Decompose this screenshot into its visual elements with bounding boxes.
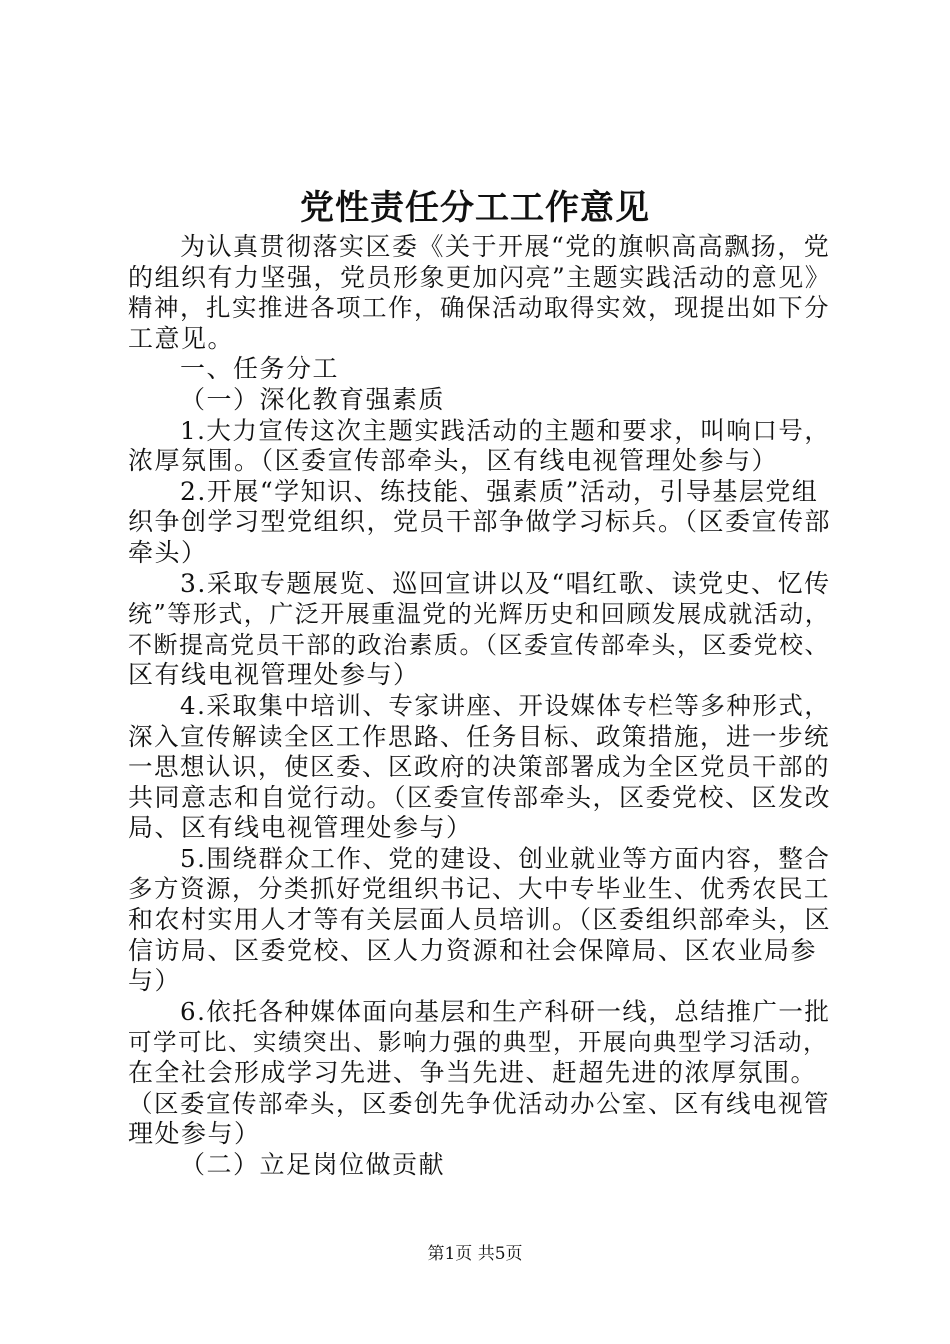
document-title: 党性责任分工工作意见 [300,188,650,228]
text-line: 一思想认识，使区委、区政府的决策部署成为全区党员干部的 [128,752,830,782]
text-line: 4.采取集中培训、专家讲座、开设媒体专栏等多种形式， [180,690,831,720]
text-line: 的组织有力坚强，党员形象更加闪亮”主题实践活动的意见》 [128,262,832,292]
text-line: 多方资源，分类抓好党组织书记、大中专毕业生、优秀农民工 [128,874,830,904]
text-line: 可学可比、实绩突出、影响力强的典型，开展向典型学习活动， [128,1028,828,1057]
text-line: 5.围绕群众工作、党的建设、创业就业等方面内容，整合 [180,843,831,873]
document-body [128,232,832,1180]
text-line: 深入宣传解读全区工作思路、任务目标、政策措施，进一步统 [128,721,830,751]
text-line: 3.采取专题展览、巡回宣讲以及“唱红歌、读党史、忆传 [180,568,831,598]
text-line: 精神，扎实推进各项工作，确保活动取得实效，现提出如下分 [128,293,830,323]
page-footer: 第1页 共5页 [427,1244,523,1264]
text-line: 1.大力宣传这次主题实践活动的主题和要求，叫响口号， [180,415,831,445]
text-line: 在全社会形成学习先进、争当先进、赶超先进的浓厚氛围。 [128,1058,818,1088]
text-line: 不断提高党员干部的政治素质。（区委宣传部牵头，区委党校、 [128,630,830,659]
text-line: 统”等形式，广泛开展重温党的光辉历史和回顾发展成就活动， [128,600,831,629]
text-line: 工意见。 [128,323,235,353]
text-line: （二）立足岗位做贡献 [180,1149,446,1179]
text-line: 区有线电视管理处参与） [128,660,420,690]
text-line: 与） [128,966,182,996]
text-line: 和农村实用人才等有关层面人员培训。（区委组织部牵头，区 [128,905,832,935]
text-line: 共同意志和自觉行动。（区委宣传部牵头，区委党校、区发改 [128,782,832,812]
text-line: （一）深化教育强素质 [180,384,446,414]
text-line: 织争创学习型党组织，党员干部争做学习标兵。（区委宣传部 [128,507,832,537]
text-line: （区委宣传部牵头，区委创先争优活动办公室、区有线电视管 [128,1088,830,1118]
text-line: 理处参与） [128,1119,261,1149]
text-line: 信访局、区委党校、区人力资源和社会保障局、区农业局参 [128,935,818,965]
text-line: 局、区有线电视管理处参与） [128,813,473,843]
text-line: 牵头） [128,537,208,567]
text-line: 2.开展“学知识、练技能、强素质”活动，引导基层党组 [180,476,819,506]
text-line: 6.依托各种媒体面向基层和生产科研一线，总结推广一批 [180,996,831,1026]
text-line: 一、任务分工 [180,354,340,384]
text-line: 为认真贯彻落实区委《关于开展“党的旗帜高高飘扬，党 [180,232,831,261]
text-line: 浓厚氛围。（区委宣传部牵头，区有线电视管理处参与） [128,446,779,476]
